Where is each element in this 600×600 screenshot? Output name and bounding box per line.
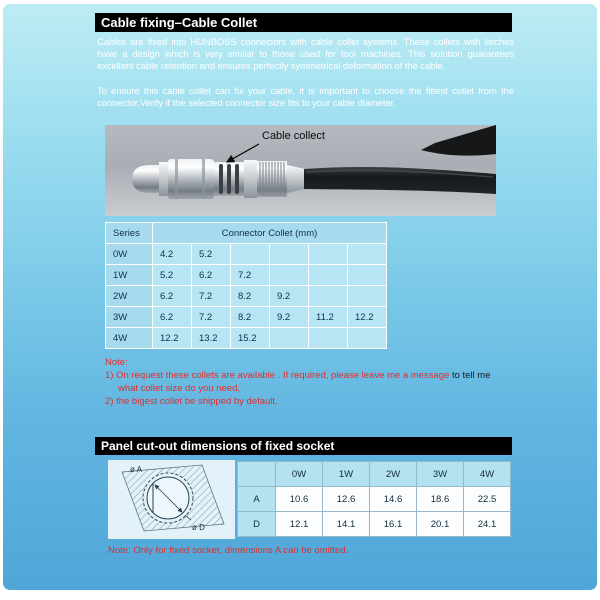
note-item-2: 2) the bigest collet be shipped by default.: [105, 396, 278, 407]
diagram-label-d: ø D: [192, 523, 205, 532]
collet-value-cell: 6.2: [192, 265, 231, 286]
section1-banner: [95, 13, 512, 32]
series-cell: 1W: [106, 265, 153, 286]
collet-value-cell: 5.2: [153, 265, 192, 286]
collet-note: [105, 356, 519, 408]
table-row: [106, 307, 387, 328]
collet-value-cell: 12.2: [348, 307, 387, 328]
dim-col-header: 2W: [370, 462, 417, 487]
collet-value-cell: [231, 244, 270, 265]
section2-title: Panel cut-out dimensions of fixed socket: [101, 439, 335, 453]
collet-value-cell: 8.2: [231, 286, 270, 307]
dim-value-cell: 12.1: [276, 512, 323, 537]
collet-value-cell: [309, 328, 348, 349]
collet-value-cell: [270, 328, 309, 349]
table-row: [106, 328, 387, 349]
collet-value-cell: [309, 265, 348, 286]
collet-value-cell: 15.2: [231, 328, 270, 349]
series-cell: 3W: [106, 307, 153, 328]
intro-paragraph-2: To ensure this cable collet can fix your cable, it is important to choose the fittest collet from the connector.Verify if the selected connector size fits to your cable diameter.: [97, 86, 514, 109]
collet-value-cell: 9.2: [270, 286, 309, 307]
diagram-label-a: ø A: [130, 465, 143, 474]
collet-value-cell: 5.2: [192, 244, 231, 265]
table-row: [238, 462, 511, 487]
collet-value-cell: [270, 244, 309, 265]
dim-value-cell: 14.1: [323, 512, 370, 537]
collet-table: [105, 222, 387, 349]
dim-value-cell: 12.6: [323, 487, 370, 512]
sheet-background: [3, 4, 597, 590]
collet-value-cell: [309, 286, 348, 307]
series-header-cell: Series: [106, 223, 153, 244]
collet-value-cell: 7.2: [192, 286, 231, 307]
panel-cutout-diagram: [108, 460, 235, 539]
collet-value-cell: 7.2: [231, 265, 270, 286]
dim-value-cell: 10.6: [276, 487, 323, 512]
collet-value-cell: 11.2: [309, 307, 348, 328]
note-item-1-line2: what collet size do you need,: [118, 383, 240, 394]
dim-row-label: A: [238, 487, 276, 512]
cable-collect-label: Cable collect: [262, 130, 325, 142]
dim-value-cell: 20.1: [417, 512, 464, 537]
connector-photo: [105, 125, 496, 216]
collet-value-cell: 12.2: [153, 328, 192, 349]
collet-value-cell: [309, 244, 348, 265]
section1-title: Cable fixing–Cable Collet: [101, 15, 258, 30]
table-row: [106, 244, 387, 265]
collet-value-cell: 4.2: [153, 244, 192, 265]
dimension-table: [237, 461, 511, 537]
dim-col-header: 0W: [276, 462, 323, 487]
collet-value-cell: 8.2: [231, 307, 270, 328]
dim-col-header: 3W: [417, 462, 464, 487]
dim-value-cell: 18.6: [417, 487, 464, 512]
table-row: [238, 512, 511, 537]
note-heading: Note:: [105, 357, 128, 368]
connector-body: [168, 159, 214, 199]
collet-value-cell: [348, 265, 387, 286]
table-row: [238, 487, 511, 512]
collet-value-cell: [348, 244, 387, 265]
section2-banner: [95, 437, 512, 455]
series-cell: 2W: [106, 286, 153, 307]
collet-value-cell: 6.2: [153, 307, 192, 328]
collet-header-cell: Connector Collet (mm): [153, 223, 387, 244]
dim-col-header: 1W: [323, 462, 370, 487]
collet-value-cell: 7.2: [192, 307, 231, 328]
table-row: [106, 286, 387, 307]
table-row: [106, 265, 387, 286]
dim-col-header: 4W: [464, 462, 511, 487]
dim-value-cell: 14.6: [370, 487, 417, 512]
collet-value-cell: 9.2: [270, 307, 309, 328]
collet-value-cell: [270, 265, 309, 286]
dim-value-cell: 22.5: [464, 487, 511, 512]
note-item-1: 1) On request these collets are available . If required, please leave me a message to tell me: [105, 370, 491, 381]
panel-note: Note: Only for fixed socket, dimensions A can be omitted.: [108, 545, 349, 556]
collet-value-cell: 13.2: [192, 328, 231, 349]
intro-paragraph-1: Cables are fixed into HUNBOSS connectors with cable collet systems. These collets with latches have a design which is very similar to those used for tool machines. This solution guarantees excellent cable retention and ensures perfectly symmetrical deformation of the cable.: [97, 37, 514, 72]
dim-value-cell: 16.1: [370, 512, 417, 537]
series-cell: 4W: [106, 328, 153, 349]
collet-value-cell: 6.2: [153, 286, 192, 307]
dim-value-cell: 24.1: [464, 512, 511, 537]
dim-corner-cell: [238, 462, 276, 487]
series-cell: 0W: [106, 244, 153, 265]
connector-back-dome: [132, 165, 161, 193]
dim-row-label: D: [238, 512, 276, 537]
collet-value-cell: [348, 328, 387, 349]
collet-value-cell: [348, 286, 387, 307]
